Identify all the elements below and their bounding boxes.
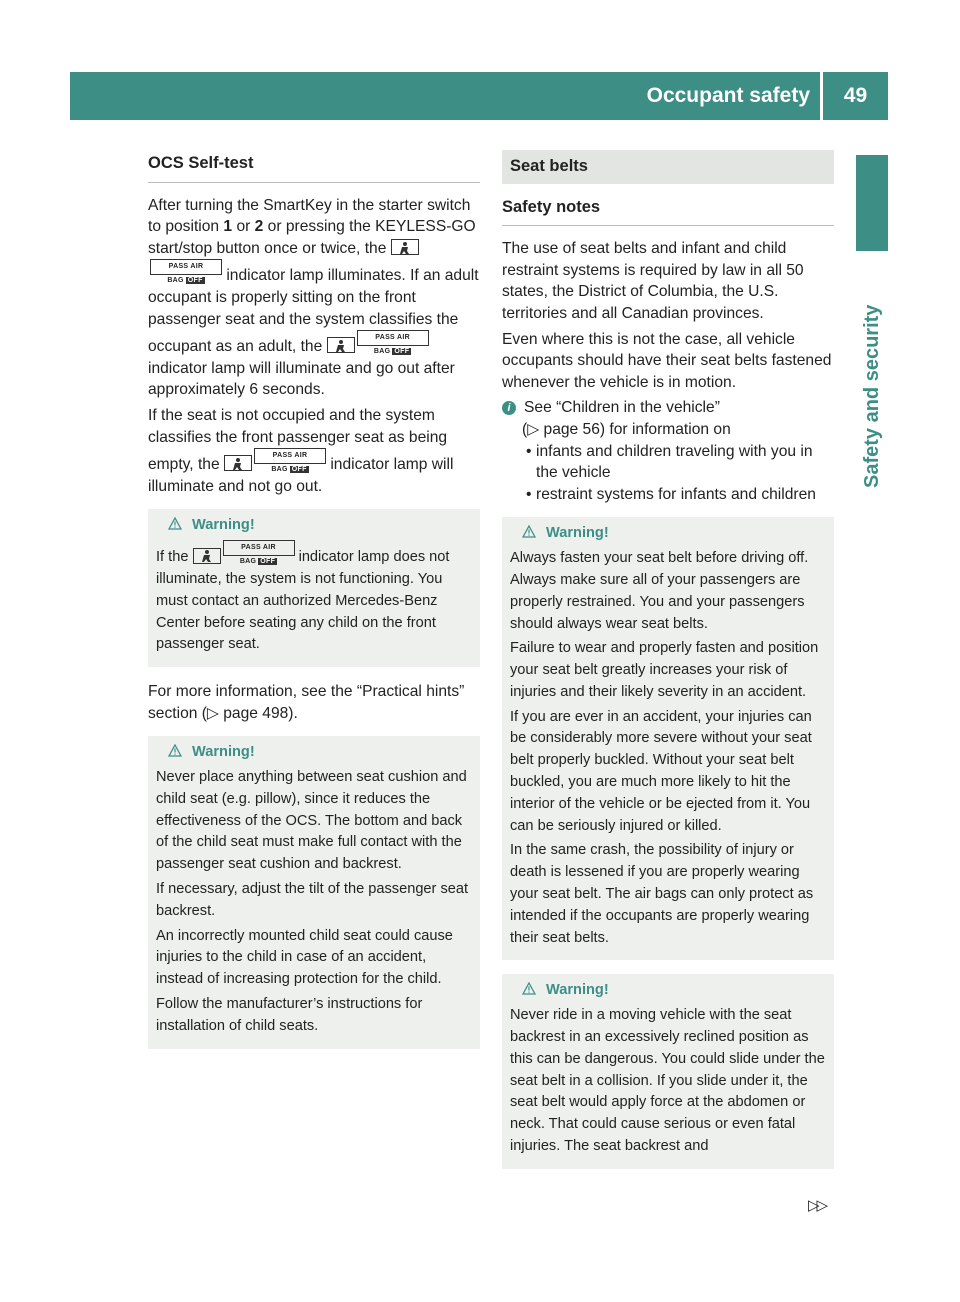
warning-box-ocs (148, 509, 480, 667)
info-icon: i (502, 401, 516, 415)
page-number: 49 (843, 84, 868, 107)
pass-airbag-off-icon: PASS AIR BAG OFF (223, 540, 295, 556)
warning-title: Warning! (510, 523, 826, 545)
ocs-paragraph-1: After turning the SmartKey in the starter switch to position 1 or 2 or pressing the KEYLESS-GO start/stop button once or twice, the PASS AIR BAG OFF indicator lamp illuminates. If an adult occupant is properly sitting on the front passenger seat and the system classifies the occupant as an adult, the PASS AIR BAG OFF indicator lamp will illuminate and go out after approximately 6 seconds. (148, 196, 479, 399)
warning-box-child-seat (148, 736, 480, 1048)
pass-airbag-off-icon: PASS AIR BAG OFF (150, 259, 222, 275)
warning-triangle-icon (522, 982, 536, 995)
ocs-paragraph-2: If the seat is not occupied and the system classifies the front passenger seat as being empty, the PASS AIR BAG OFF indicator lamp will illuminate and not go out. (148, 406, 454, 495)
info-note: i See “Children in the vehicle” (▷ page 56) for information on • infants and children traveling with you in the vehicle • restraint systems for infants and children (502, 397, 834, 505)
continued-marker: ▷▷ (808, 1197, 826, 1214)
warning-text: Never place anything between seat cushion and child seat (e.g. pillow), since it reduces the effectiveness of the OCS. The bottom and back of the child seat must make full contact with the passenger seat cushion and backrest. (156, 769, 467, 873)
warning-text: An incorrectly mounted child seat could cause injuries to the child in case of an accident, instead of increasing protection for the child. (156, 927, 453, 988)
pass-airbag-off-icon: PASS AIR BAG OFF (254, 448, 326, 464)
warning-text: Follow the manufacturer’s instructions for installation of child seats. (156, 996, 423, 1034)
warning-text: Never ride in a moving vehicle with the seat backrest in an excessively reclined position as this can be dangerous. You could slide under the seat belt in a collision. If you slide under it, the seat belt would apply force at the abdomen or neck. That could cause serious or even fatal injuries. The seat backrest and (510, 1007, 825, 1155)
warning-box-seat-belt (502, 517, 834, 960)
warning-triangle-icon (168, 744, 182, 757)
warning-text: If the PASS AIR BAG OFF indicator lamp does not illuminate, the system is not functioning. You must contact an authorized Mercedes-Benz Center before seating any child on the front passenger seat. (156, 540, 472, 656)
list-item: • restraint systems for infants and children (502, 484, 834, 506)
warning-triangle-icon (168, 517, 182, 530)
warning-text: In the same crash, the possibility of injury or death is lessened if you are properly wearing your seat belt. The air bags can only protect as intended if the occupants are properly wearing their seat belts. (510, 842, 814, 946)
right-column (502, 150, 834, 1183)
warning-title: Warning! (156, 742, 472, 764)
passenger-seat-icon (391, 239, 419, 255)
chapter-label: Safety and security (861, 304, 883, 488)
warning-box-backrest (502, 974, 834, 1168)
warning-title: Warning! (510, 980, 826, 1002)
chapter-tab (856, 155, 888, 251)
section-title: Occupant safety (646, 84, 810, 107)
safety-notes-paragraph-2: Even where this is not the case, all vehicle occupants should have their seat belts fastened whenever the vehicle is in motion. (502, 330, 832, 391)
page-header (70, 72, 888, 120)
warning-title: Warning! (156, 515, 472, 537)
passenger-seat-icon (193, 548, 221, 564)
passenger-seat-icon (224, 455, 252, 471)
list-item: • infants and children traveling with you in the vehicle (502, 441, 834, 484)
pass-airbag-off-icon: PASS AIR BAG OFF (357, 330, 429, 346)
warning-text: If necessary, adjust the tilt of the passenger seat backrest. (156, 881, 469, 919)
warning-triangle-icon (522, 525, 536, 538)
practical-hints-paragraph: For more information, see the “Practical hints” section (▷ page 498). (148, 683, 465, 722)
passenger-seat-icon (327, 337, 355, 353)
safety-notes-paragraph-1: The use of seat belts and infant and child restraint systems is required by law in all 50 states, the District of Columbia, the U.S. territories and all Canadian provinces. (502, 240, 804, 322)
safety-notes-heading: Safety notes (502, 194, 834, 227)
seat-belts-heading: Seat belts (502, 150, 834, 184)
warning-text: If you are ever in an accident, your injuries can be considerably more severe without your seat belt properly buckled. Without your seat belt buckled, you are much more likely to hit the interior of the vehicle or be ejected from it. You can be seriously injured or killed. (510, 708, 812, 834)
warning-text: Failure to wear and properly fasten and position your seat belt greatly increases your risk of injuries and their likely severity in an accident. (510, 640, 819, 700)
left-column (148, 150, 480, 1063)
warning-text: Always fasten your seat belt before driving off. Always make sure all of your passengers are properly restrained. You and your passengers should always wear seat belts. (510, 550, 809, 632)
ocs-self-test-heading: OCS Self-test (148, 150, 480, 183)
